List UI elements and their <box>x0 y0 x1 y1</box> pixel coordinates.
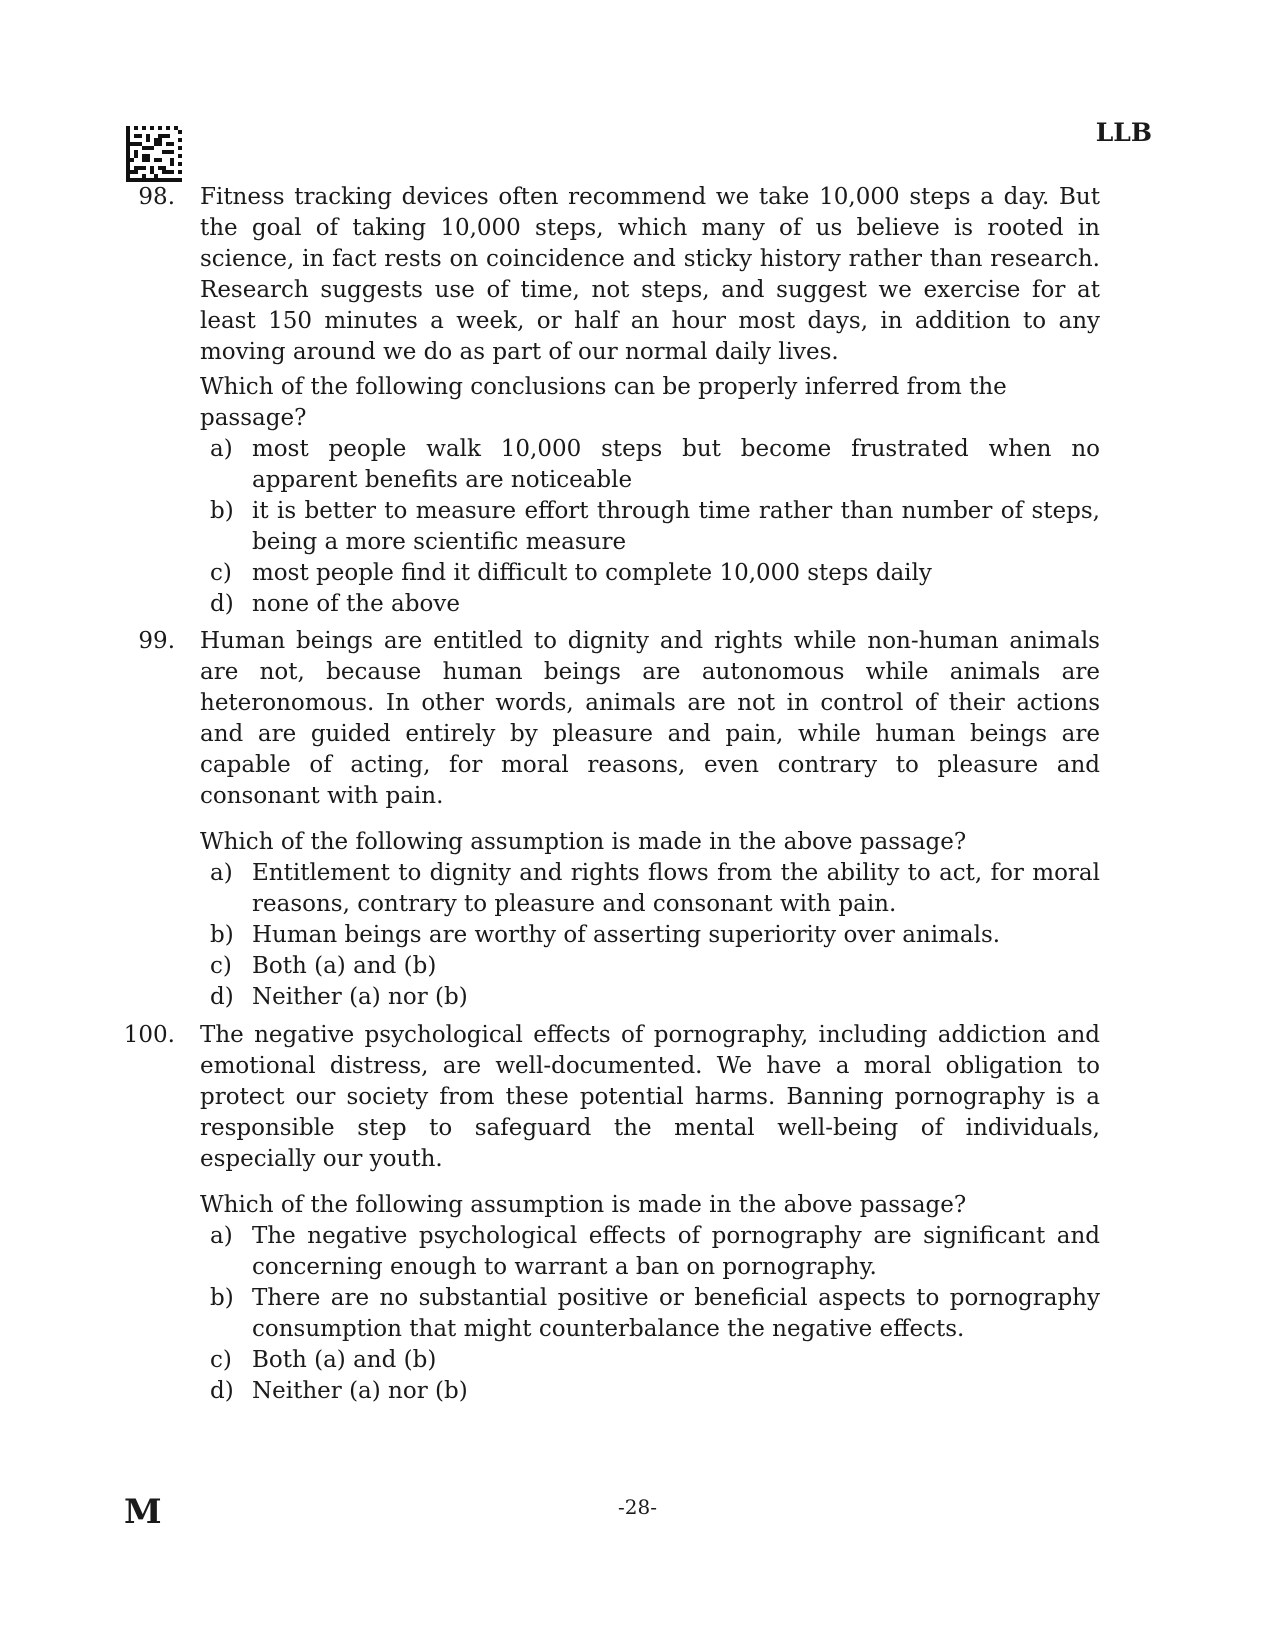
option-a <box>210 434 1100 496</box>
option-c <box>210 951 1100 982</box>
option-letter: a) <box>210 860 233 886</box>
option-text: none of the above <box>252 591 460 617</box>
option-letter: a) <box>210 1223 233 1249</box>
option-text: most people walk 10,000 steps but become frustrated when no apparent benefits are noticeable <box>252 436 1100 493</box>
question-passage: Human beings are entitled to dignity and rights while non-human animals are not, because human beings are autonomous while animals are heteronomous. In other words, animals are not in control of their actions and are guided entirely by pleasure and pain, while human beings are capable of acting, for moral reasons, even contrary to pleasure and consonant with pain. <box>200 628 1100 809</box>
option-text: Both (a) and (b) <box>252 953 437 979</box>
option-letter: d) <box>210 591 234 617</box>
question-98 <box>120 182 1100 620</box>
option-letter: b) <box>210 1285 234 1311</box>
option-a <box>210 858 1100 920</box>
question-number: 100. <box>123 1022 175 1048</box>
option-letter: c) <box>210 560 232 586</box>
option-text: The negative psychological effects of pornography are significant and concerning enough to warrant a ban on pornography. <box>252 1223 1100 1280</box>
question-prompt: Which of the following assumption is made in the above passage? <box>200 1192 967 1218</box>
option-a <box>210 1221 1100 1283</box>
option-letter: d) <box>210 984 234 1010</box>
question-99 <box>120 626 1100 1013</box>
options-list <box>200 434 1100 620</box>
option-b <box>210 496 1100 558</box>
option-c <box>210 558 1100 589</box>
option-d <box>210 1376 1100 1407</box>
option-text: Both (a) and (b) <box>252 1347 437 1373</box>
option-letter: b) <box>210 922 234 948</box>
option-letter: b) <box>210 498 234 524</box>
option-c <box>210 1345 1100 1376</box>
exam-code: LLB <box>1095 118 1152 147</box>
question-passage: The negative psychological effects of pornography, including addiction and emotional distress, are well-documented. We have a moral obligation to protect our society from these potential harms. Banning pornography is a responsible step to safeguard the mental well-being of individuals, especially our youth. <box>200 1022 1100 1172</box>
option-text: Neither (a) nor (b) <box>252 984 468 1010</box>
option-text: Human beings are worthy of asserting superiority over animals. <box>252 922 1001 948</box>
option-text: There are no substantial positive or beneficial aspects to pornography consumption that might counterbalance the negative effects. <box>252 1285 1100 1342</box>
question-prompt: Which of the following assumption is made in the above passage? <box>200 829 967 855</box>
series-code: M <box>124 1492 162 1532</box>
question-passage: Fitness tracking devices often recommend we take 10,000 steps a day. But the goal of taking 10,000 steps, which many of us believe is rooted in science, in fact rests on coincidence and sticky history rather than research. Research suggests use of time, not steps, and suggest we exercise for at least 150 minutes a week, or half an hour most days, in addition to any moving around we do as part of our normal daily lives. <box>200 184 1100 365</box>
option-text: most people find it difficult to complete 10,000 steps daily <box>252 560 932 586</box>
option-letter: c) <box>210 1347 232 1373</box>
option-letter: d) <box>210 1378 234 1404</box>
options-list <box>200 858 1100 1013</box>
question-number: 98. <box>138 184 175 210</box>
option-text: it is better to measure effort through time rather than number of steps, being a more scientific measure <box>252 498 1100 555</box>
option-text: Entitlement to dignity and rights flows from the ability to act, for moral reasons, contrary to pleasure and consonant with pain. <box>252 860 1100 917</box>
question-number: 99. <box>138 628 175 654</box>
question-100 <box>120 1020 1100 1407</box>
page-number: -28- <box>618 1495 657 1519</box>
option-b <box>210 920 1100 951</box>
options-list <box>200 1221 1100 1407</box>
question-prompt: Which of the following conclusions can be properly inferred from the passage? <box>200 374 1007 431</box>
option-text: Neither (a) nor (b) <box>252 1378 468 1404</box>
option-d <box>210 982 1100 1013</box>
option-letter: c) <box>210 953 232 979</box>
option-b <box>210 1283 1100 1345</box>
option-letter: a) <box>210 436 233 462</box>
qr-code-icon <box>126 126 182 182</box>
option-d <box>210 589 1100 620</box>
